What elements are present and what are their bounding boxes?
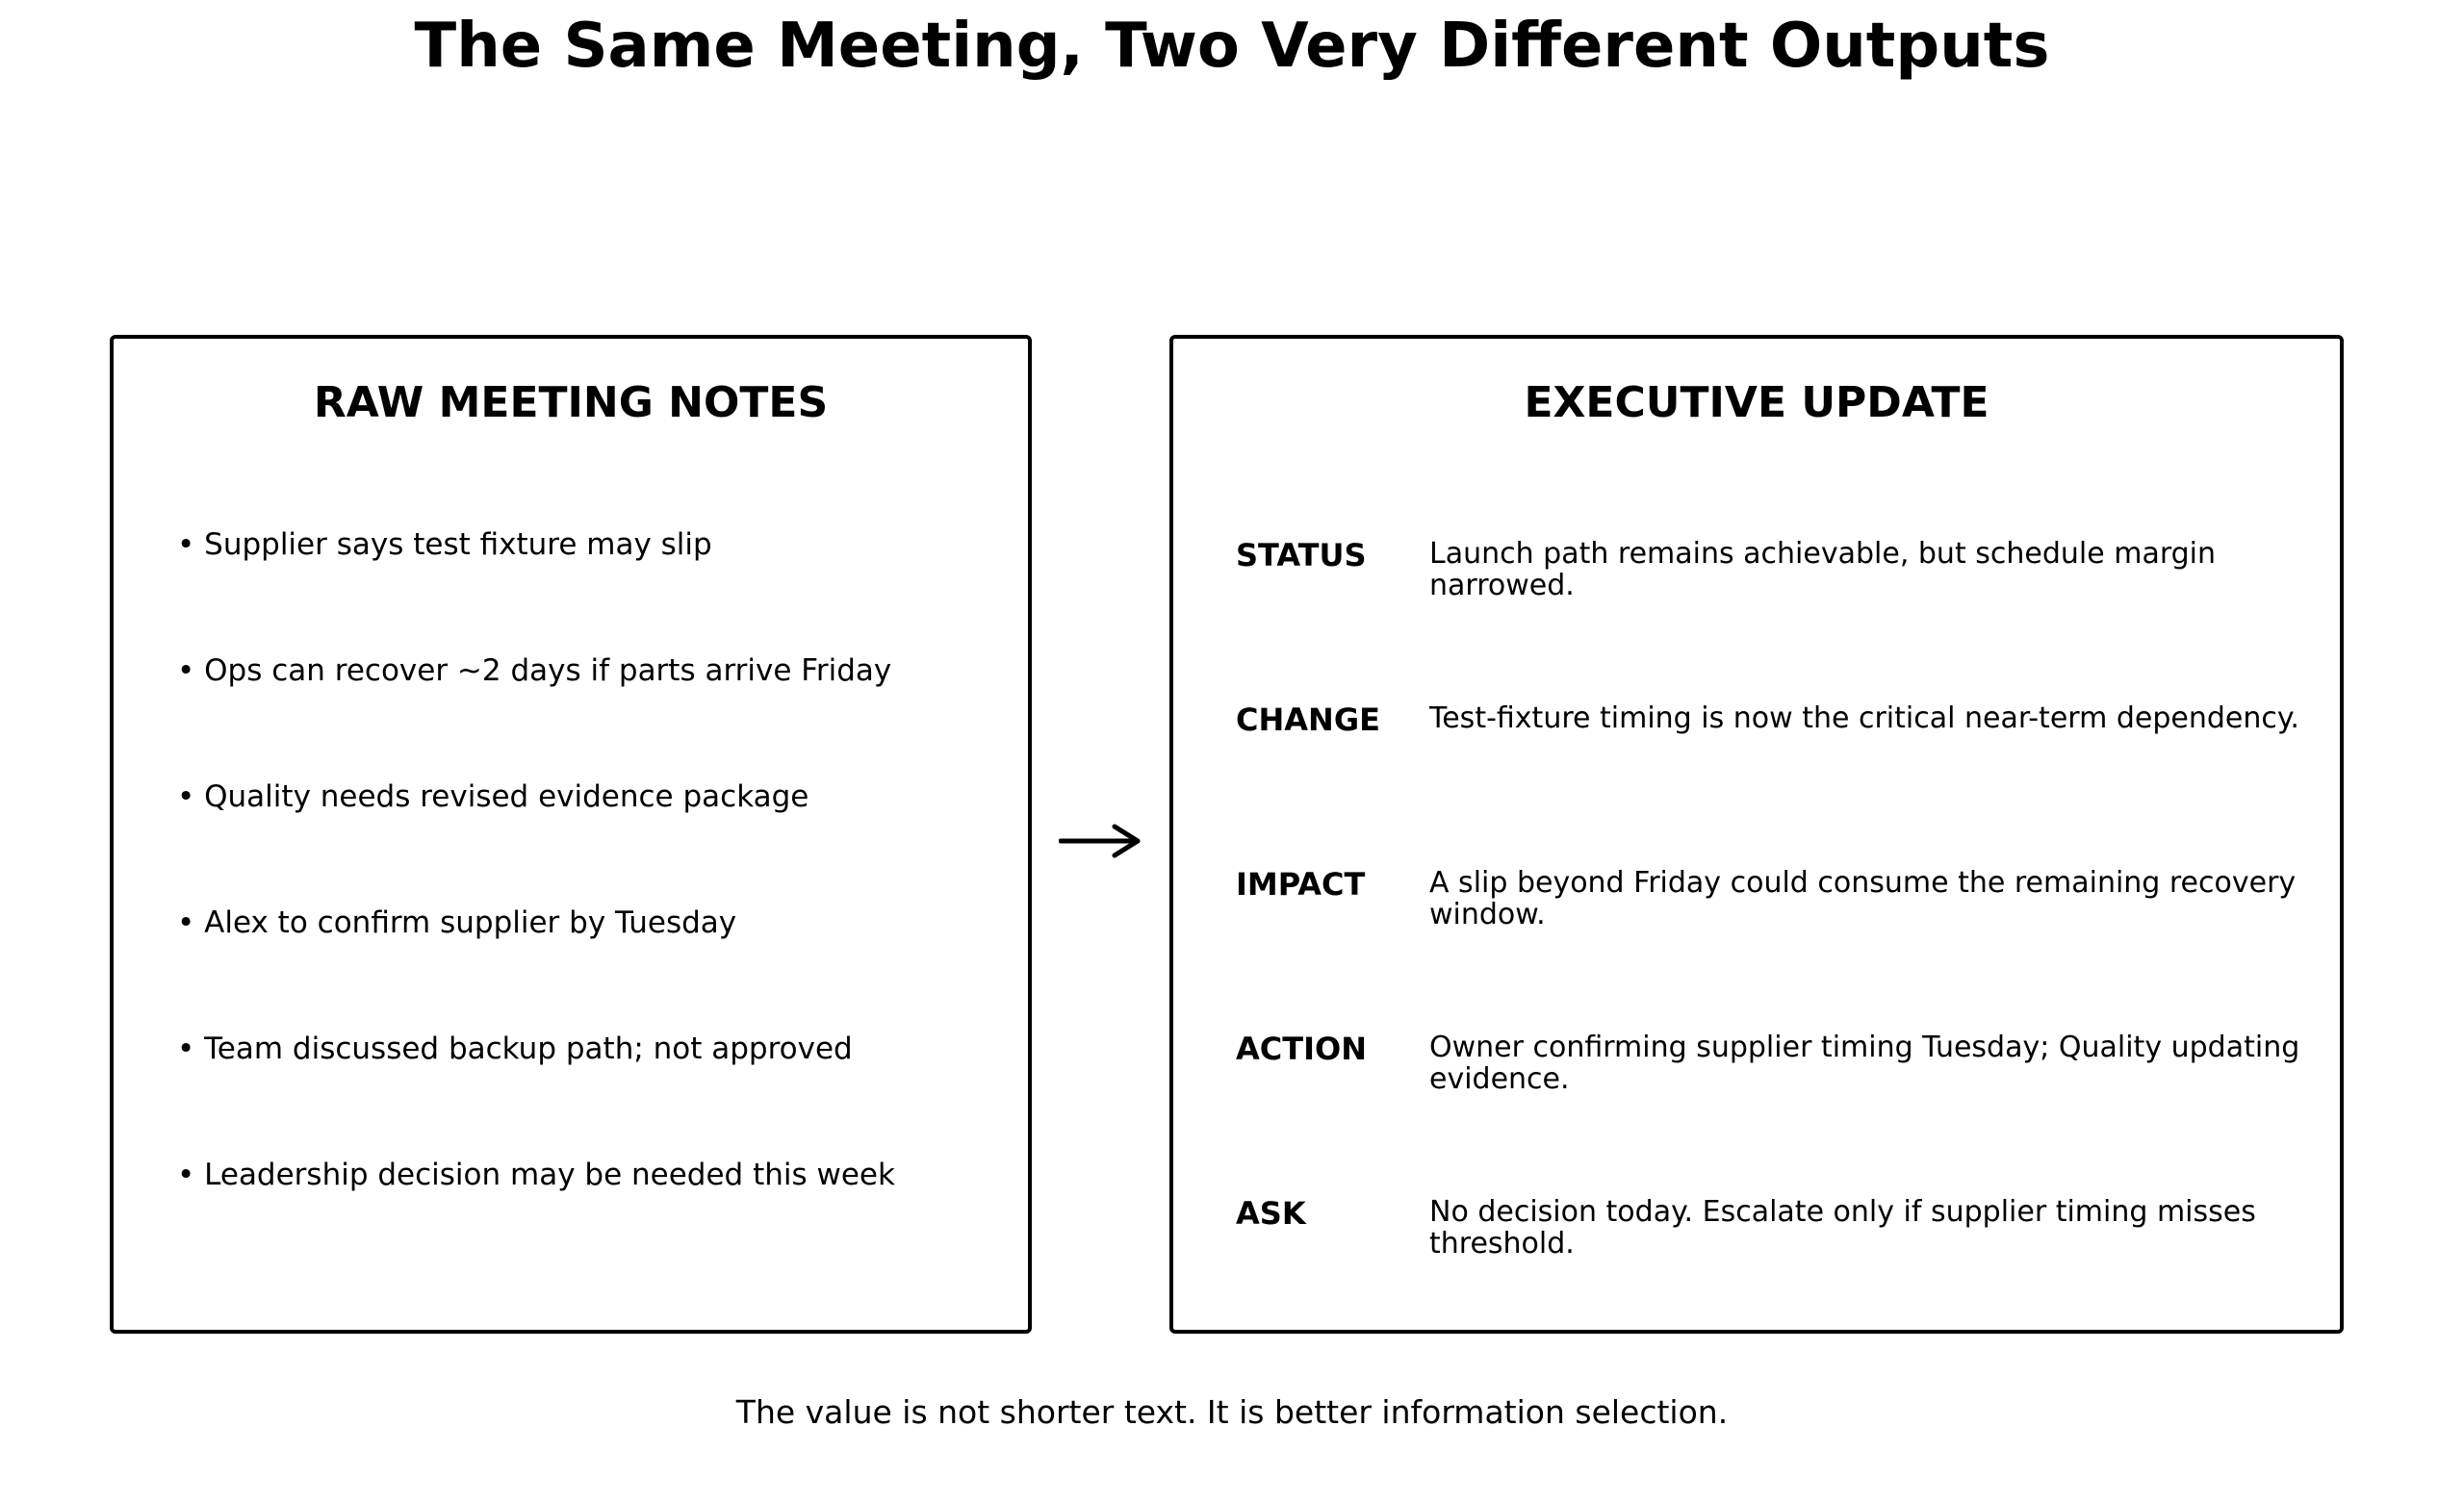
note-item: • Ops can recover ~2 days if parts arrive Friday	[177, 653, 892, 688]
note-item: • Supplier says test fixture may slip	[177, 527, 712, 562]
update-text: A slip beyond Friday could consume the remaining recovery window.	[1429, 866, 2297, 931]
update-text: Launch path remains achievable, but schedule margin narrowed.	[1429, 537, 2217, 602]
update-label: ACTION	[1236, 1031, 1367, 1067]
note-item: • Team discussed backup path; not approved	[177, 1032, 853, 1066]
page-title: The Same Meeting, Two Very Different Outputs	[414, 11, 2050, 82]
right-arrow-icon	[1059, 824, 1142, 858]
caption: The value is not shorter text. It is better information selection.	[735, 1393, 1729, 1431]
update-text: No decision today. Escalate only if supplier timing misses threshold.	[1429, 1195, 2256, 1261]
update-label: ASK	[1236, 1195, 1306, 1232]
note-item: • Quality needs revised evidence package	[177, 779, 809, 814]
update-label: IMPACT	[1236, 866, 1366, 903]
raw-notes-title: RAW MEETING NOTES	[313, 378, 829, 427]
update-text: Owner confirming supplier timing Tuesday; Quality updating evidence.	[1429, 1031, 2300, 1096]
executive-update-title: EXECUTIVE UPDATE	[1524, 378, 1989, 427]
update-label: CHANGE	[1236, 701, 1380, 738]
update-label: STATUS	[1236, 537, 1367, 573]
executive-update-panel	[1169, 335, 2344, 1334]
update-text: Test-fixture timing is now the critical near-term dependency.	[1429, 701, 2299, 735]
note-item: • Leadership decision may be needed this week	[177, 1158, 895, 1192]
note-item: • Alex to confirm supplier by Tuesday	[177, 905, 737, 940]
raw-notes-panel	[110, 335, 1032, 1334]
